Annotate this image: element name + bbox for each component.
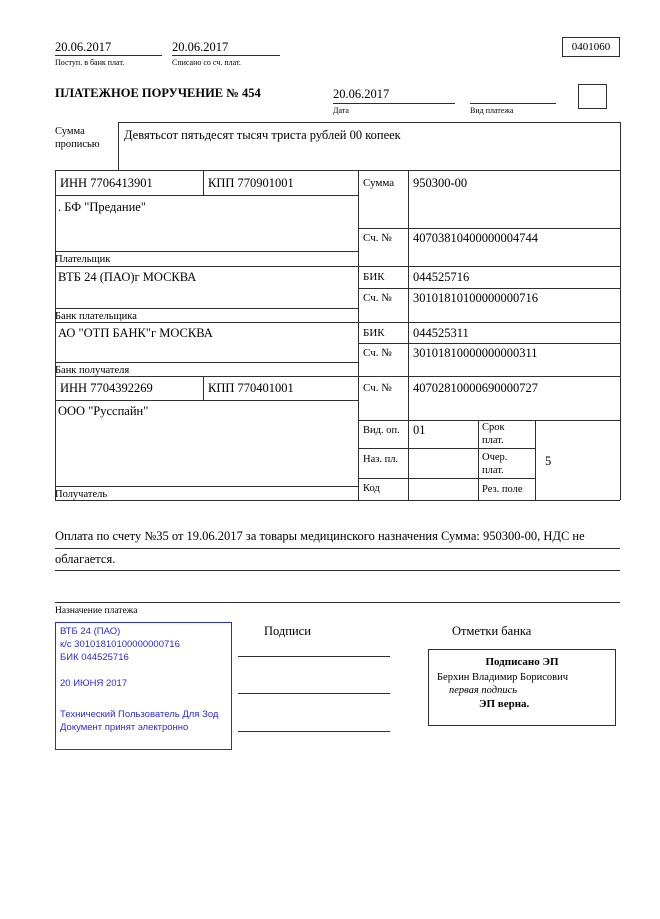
- document-date: 20.06.2017: [333, 87, 390, 101]
- table-border: [535, 420, 536, 500]
- table-border: [55, 500, 620, 501]
- table-border: [55, 251, 358, 252]
- table-border: [203, 170, 204, 195]
- form-code-box: 0401060: [562, 37, 620, 57]
- payee-account-value: 40702810000690000727: [413, 381, 538, 395]
- table-border: [118, 122, 620, 123]
- signatures-label: Подписи: [264, 624, 311, 638]
- payer-bank-account-label: Сч. №: [363, 292, 392, 304]
- payee-account-label: Сч. №: [363, 382, 392, 394]
- payer-bank-section-label: Банк плательщика: [55, 311, 137, 322]
- payer-section-label: Плательщик: [55, 254, 111, 265]
- esign-role: первая подпись: [449, 685, 518, 696]
- reserve-field-label: Рез. поле: [482, 484, 523, 495]
- document-title: ПЛАТЕЖНОЕ ПОРУЧЕНИЕ № 454: [55, 86, 261, 100]
- payer-account-label: Сч. №: [363, 232, 392, 244]
- payer-inn: ИНН 7706413901: [60, 176, 153, 190]
- esign-name: Берхин Владимир Борисович: [437, 672, 568, 683]
- table-border: [358, 478, 535, 479]
- payee-section-label: Получатель: [55, 489, 108, 500]
- amount-words-value: Девятьсот пятьдесят тысяч триста рублей 00 копеек: [124, 128, 401, 142]
- table-border: [358, 228, 620, 229]
- table-border: [118, 122, 119, 170]
- debited-date-label: Списано со сч. плат.: [172, 58, 241, 67]
- due-date-label: Срок плат.: [482, 422, 505, 446]
- payee-name: ООО "Русспайн": [58, 404, 149, 418]
- payer-name: . БФ "Предание": [58, 200, 146, 214]
- priority-label: Очер. плат.: [482, 452, 508, 476]
- payer-account-value: 40703810400000004744: [413, 231, 538, 245]
- code-label: Код: [363, 483, 380, 494]
- table-border: [203, 376, 204, 400]
- payee-inn: ИНН 7704392269: [60, 381, 153, 395]
- stamp-accepted: Документ принят электронно: [60, 722, 189, 733]
- received-date-label: Поступ. в банк плат.: [55, 58, 125, 67]
- payee-bank-section-label: Банк получателя: [55, 365, 130, 376]
- stamp-bank-name: ВТБ 24 (ПАО): [60, 626, 121, 637]
- debited-date-line: [172, 55, 280, 56]
- purpose-rule: [55, 570, 620, 571]
- table-border: [55, 266, 620, 267]
- purpose-line-2: облагается.: [55, 552, 116, 566]
- payee-kpp: КПП 770401001: [208, 381, 294, 395]
- op-type-label: Вид. оп.: [363, 425, 400, 436]
- table-border: [408, 170, 409, 500]
- purpose-rule: [55, 602, 620, 603]
- table-border: [358, 170, 359, 500]
- payee-bank-bik-label: БИК: [363, 327, 385, 339]
- table-border: [55, 322, 620, 323]
- payer-kpp: КПП 770901001: [208, 176, 294, 190]
- payee-bank-bik-value: 044525311: [413, 326, 469, 340]
- payer-bank-name: ВТБ 24 (ПАО)г МОСКВА: [58, 270, 197, 284]
- received-date-line: [55, 55, 162, 56]
- op-type-value: 01: [413, 423, 426, 437]
- amount-value: 950300-00: [413, 176, 468, 190]
- signature-line: [238, 731, 390, 732]
- date-line: [333, 103, 455, 104]
- esign-status: ЭП верна.: [479, 698, 530, 710]
- stamp-date: 20 ИЮНЯ 2017: [60, 678, 128, 689]
- table-border: [55, 195, 358, 196]
- table-border: [55, 376, 620, 377]
- table-border: [55, 486, 358, 487]
- signature-line: [238, 693, 390, 694]
- table-border: [55, 170, 56, 500]
- status-checkbox: [578, 84, 607, 109]
- table-border: [55, 362, 358, 363]
- table-border: [55, 308, 358, 309]
- table-border: [358, 448, 535, 449]
- payer-bank-account-value: 30101810100000000716: [413, 291, 538, 305]
- date-label: Дата: [333, 106, 349, 115]
- amount-label: Сумма: [363, 177, 395, 189]
- payee-bank-account-label: Сч. №: [363, 347, 392, 359]
- signature-line: [238, 656, 390, 657]
- payer-bank-bik-label: БИК: [363, 271, 385, 283]
- payment-type-line: [470, 103, 556, 104]
- purpose-line-1: Оплата по счету №35 от 19.06.2017 за товары медицинского назначения Сумма: 950300-00, НДС не: [55, 529, 585, 543]
- payee-bank-name: АО "ОТП БАНК"г МОСКВА: [58, 326, 213, 340]
- purpose-code-label: Наз. пл.: [363, 454, 399, 465]
- table-border: [478, 420, 479, 500]
- debited-date: 20.06.2017: [172, 40, 229, 54]
- purpose-rule: [55, 548, 620, 549]
- amount-words-label: Сумма прописью: [55, 126, 100, 150]
- table-border: [55, 400, 358, 401]
- esign-box: [428, 649, 616, 726]
- stamp-bik: БИК 044525716: [60, 652, 129, 663]
- bank-stamp: [55, 622, 232, 750]
- stamp-corr-account: к/с 30101810100000000716: [60, 639, 180, 650]
- priority-value: 5: [545, 454, 552, 468]
- payer-bank-bik-value: 044525716: [413, 270, 470, 284]
- payee-bank-account-value: 30101810000000000311: [413, 346, 538, 360]
- table-border: [358, 343, 620, 344]
- table-border: [358, 288, 620, 289]
- esign-title: Подписано ЭП: [485, 656, 559, 668]
- purpose-label: Назначение платежа: [55, 606, 138, 616]
- received-date: 20.06.2017: [55, 40, 112, 54]
- table-border: [620, 122, 621, 500]
- table-border: [55, 170, 620, 171]
- stamp-user: Технический Пользователь Для Зод: [60, 709, 219, 720]
- bank-marks-label: Отметки банка: [452, 624, 532, 638]
- payment-type-label: Вид платежа: [470, 106, 514, 115]
